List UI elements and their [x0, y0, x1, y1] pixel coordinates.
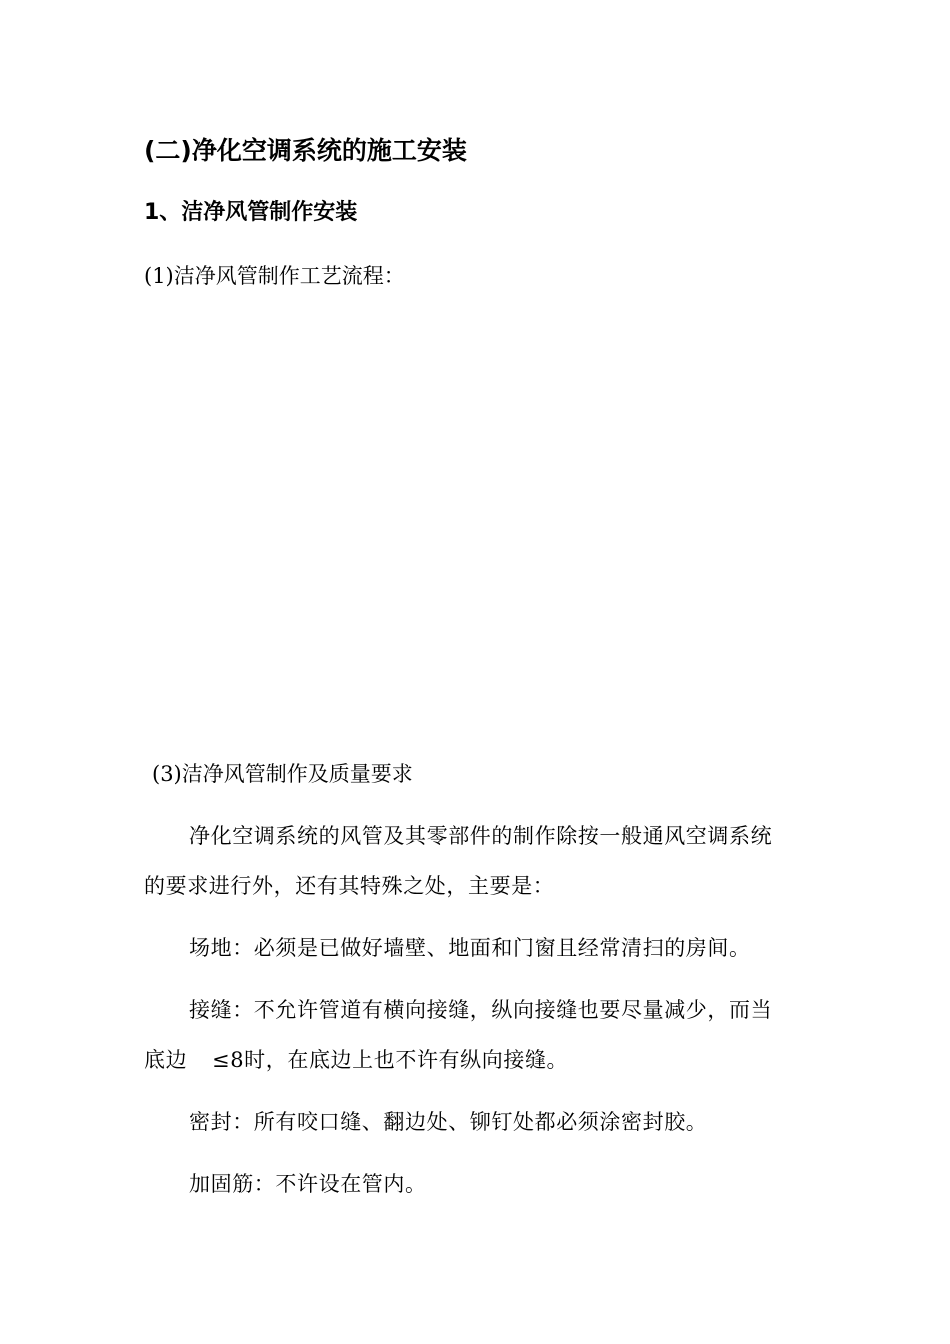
section-heading: (二)净化空调系统的施工安装	[144, 136, 467, 165]
intro-paragraph-line-1: 净化空调系统的风管及其零部件的制作除按一般通风空调系统	[189, 824, 773, 848]
quality-item-heading: (3)洁净风管制作及质量要求	[152, 762, 413, 786]
seam-requirement-line-2b: ≤8时，在底边上也不许有纵向接缝。	[212, 1048, 569, 1072]
subsection-heading: 1、洁净风管制作安装	[144, 200, 358, 225]
seam-requirement-line-1: 接缝：不允许管道有横向接缝，纵向接缝也要尽量减少，而当	[189, 998, 773, 1022]
intro-paragraph-line-2: 的要求进行外，还有其特殊之处，主要是：	[144, 874, 555, 898]
rib-requirement: 加固筋：不许设在管内。	[189, 1172, 427, 1196]
flow-item-heading: (1)洁净风管制作工艺流程：	[144, 264, 405, 288]
process-flow-figure-area	[144, 310, 806, 740]
site-requirement: 场地：必须是已做好墙壁、地面和门窗且经常清扫的房间。	[189, 936, 751, 960]
seal-requirement: 密封：所有咬口缝、翻边处、铆钉处都必须涂密封胶。	[189, 1110, 708, 1134]
seam-requirement-line-2a: 底边	[144, 1048, 188, 1072]
